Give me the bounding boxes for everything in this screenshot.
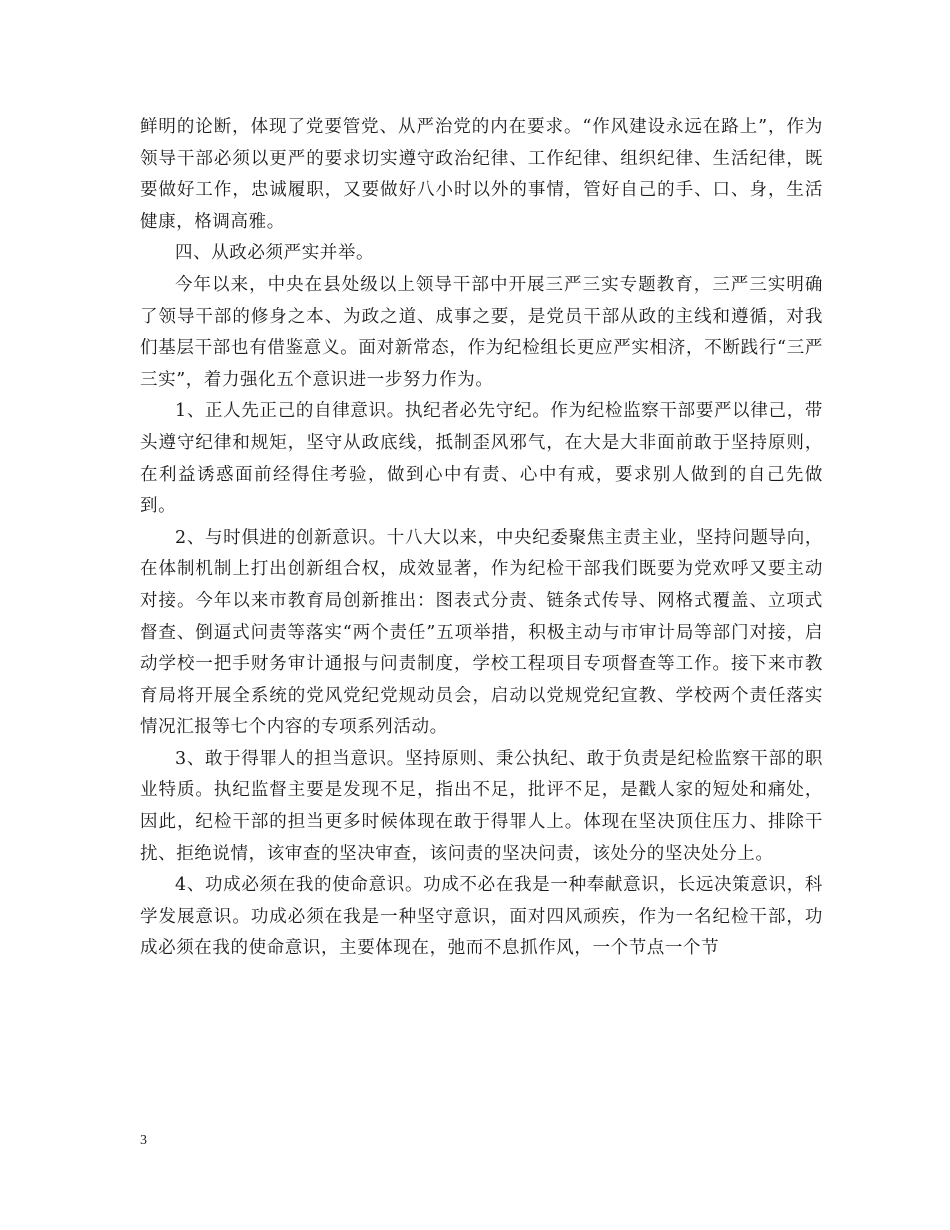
- page-number: 3: [140, 1133, 147, 1148]
- document-body: [140, 112, 823, 965]
- paragraph-three-stricts: 今年以来，中央在县处级以上领导干部中开展三严三实专题教育，三严三实明确了领导干部的修身之本、为政之道、成事之要，是党员干部从政的主线和遵循，对我们基层干部也有借鉴意义。面对新常态，作为纪检组长更应严实相济，不断践行“三严三实”，着力强化五个意识进一步努力作为。: [140, 274, 823, 390]
- paragraph-continuation: 鲜明的论断，体现了党要管党、从严治党的内在要求。“作风建设永远在路上”，作为领导干部必须以更严的要求切实遵守政治纪律、工作纪律、组织纪律、生活纪律，既要做好工作，忠诚履职，又要做好八小时以外的事情，管好自己的手、口、身，生活健康，格调高雅。: [140, 117, 823, 232]
- paragraph-item-1: 1、正人先正己的自律意识。执纪者必先守纪。作为纪检监察干部要严以律己，带头遵守纪律和规矩，坚守从政底线，抵制歪风邪气，在大是大非面前敢于坚持原则，在利益诱惑面前经得住考验，做到心中有责、心中有戒，要求别人做到的自己先做到。: [140, 401, 823, 517]
- paragraph-item-3: 3、敢于得罪人的担当意识。坚持原则、秉公执纪、敢于负责是纪检监察干部的职业特质。执纪监督主要是发现不足，指出不足，批评不足，是戳人家的短处和痛处，因此，纪检干部的担当更多时候体现在敢于得罪人上。体现在坚决顶住压力、排除干扰、拒绝说情，该审查的坚决审查，该问责的坚决问责，该处分的坚决处分上。: [140, 748, 823, 864]
- paragraph-item-4: 4、功成必须在我的使命意识。功成不必在我是一种奉献意识，长远决策意识，科学发展意识。功成必须在我是一种坚守意识，面对四风顽疾，作为一名纪检干部，功成必须在我的使命意识，主要体现在，弛而不息抓作风，一个节点一个节: [140, 875, 823, 959]
- section-heading-four: 四、从政必须严实并举。: [175, 243, 375, 264]
- paragraph-item-2: 2、与时俱进的创新意识。十八大以来，中央纪委聚焦主责主业，坚持问题导向，在体制机制上打出创新组合权，成效显著，作为纪检干部我们既要为党欢呼又要主动对接。今年以来市教育局创新推出：图表式分责、链条式传导、网格式覆盖、立项式督查、倒逼式问责等落实“两个责任”五项举措，积极主动与市审计局等部门对接，启动学校一把手财务审计通报与问责制度，学校工程项目专项督查等工作。接下来市教育局将开展全系统的党风党纪党规动员会，启动以党规党纪宣教、学校两个责任落实情况汇报等七个内容的专项系列活动。: [140, 527, 823, 738]
